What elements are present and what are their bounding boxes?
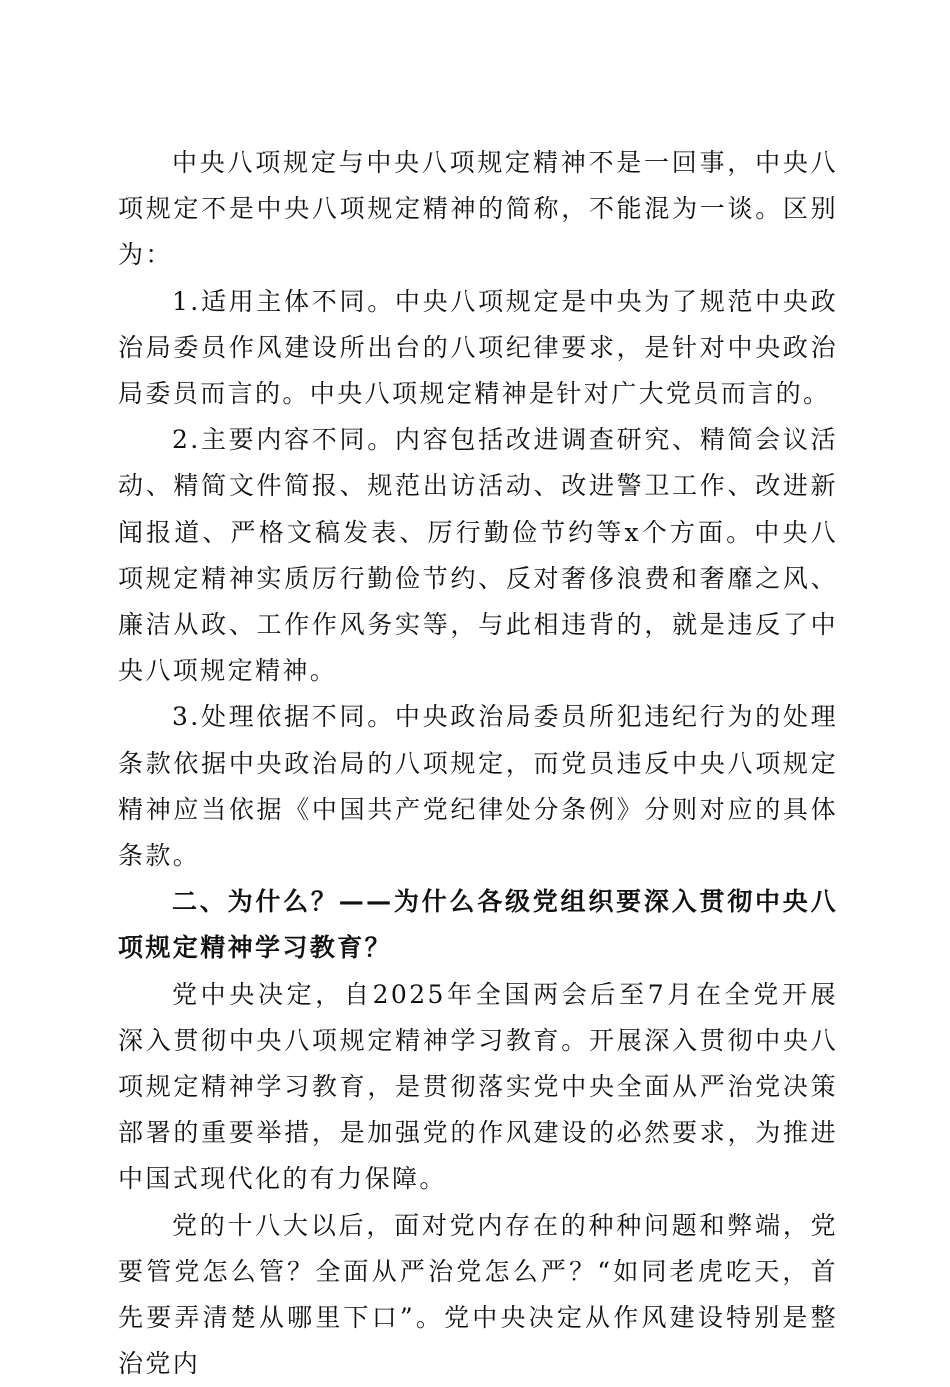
paragraph-point-2: 2.主要内容不同。内容包括改进调查研究、精简会议活动、精简文件简报、规范出访活动、改进警卫工作、改进新闻报道、严格文稿发表、厉行勤俭节约等x个方面。中央八项规定精神实质厉行勤俭节约、反对奢侈浪费和奢靡之风、廉洁从政、工作作风务实等，与此相违背的，就是违反了中央八项规定精神。	[118, 425, 838, 686]
document-body	[118, 140, 838, 1387]
paragraph-decision: 党中央决定，自2025年全国两会后至7月在全党开展深入贯彻中央八项规定精神学习教育。开展深入贯彻中央八项规定精神学习教育，是贯彻落实党中央全面从严治党决策部署的重要举措，是加强党的作风建设的必然要求，为推进中国式现代化的有力保障。	[118, 979, 838, 1194]
paragraph-point-3: 3.处理依据不同。中央政治局委员所犯违纪行为的处理条款依据中央政治局的八项规定，而党员违反中央八项规定精神应当依据《中国共产党纪律处分条例》分则对应的具体条款。	[118, 702, 838, 871]
paragraph-point-1: 1.适用主体不同。中央八项规定是中央为了规范中央政治局委员作风建设所出台的八项纪律要求，是针对中央政治局委员而言的。中央八项规定精神是针对广大党员而言的。	[118, 286, 838, 409]
paragraph-eighteenth-congress: 党的十八大以后，面对党内存在的种种问题和弊端，党要管党怎么管？全面从严治党怎么严？“如同老虎吃天，首先要弄清楚从哪里下口”。党中央决定从作风建设特别是整治党内	[118, 1210, 838, 1379]
paragraph-intro: 中央八项规定与中央八项规定精神不是一回事，中央八项规定不是中央八项规定精神的简称，不能混为一谈。区别为：	[118, 148, 838, 270]
section-heading: 二、为什么？——为什么各级党组织要深入贯彻中央八项规定精神学习教育？	[118, 887, 838, 963]
